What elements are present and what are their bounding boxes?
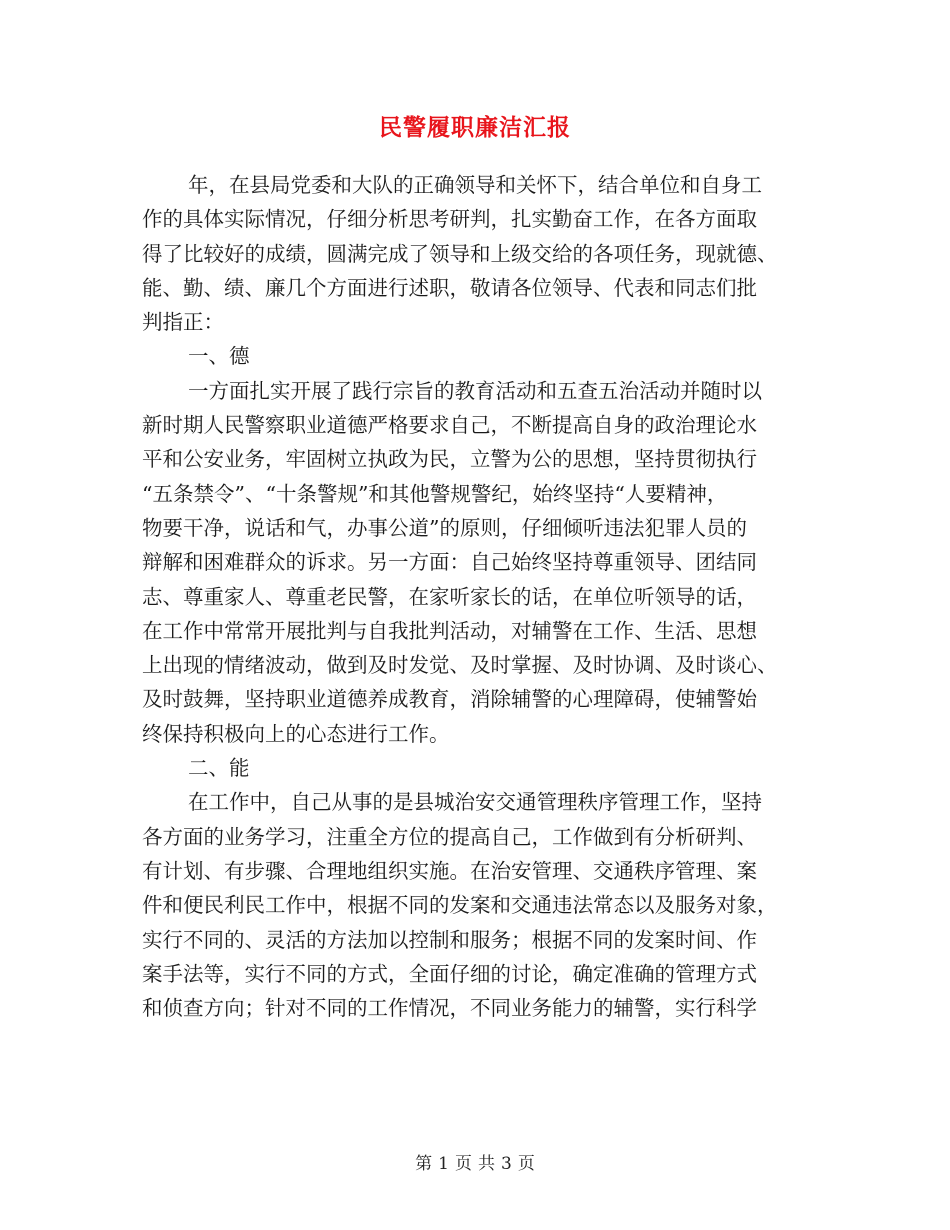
text-line: 年，在县局党委和大队的正确领导和关怀下，结合单位和自身工	[188, 173, 762, 197]
section-heading: 一、德	[188, 344, 250, 369]
text-line: 及时鼓舞，坚持职业道德养成教育，消除辅警的心理障碍，使辅警始	[142, 687, 757, 712]
text-line: 得了比较好的成绩，圆满完成了领导和上级交给的各项任务，现就德、	[142, 241, 778, 266]
text-line: 判指正：	[142, 310, 224, 335]
text-line: 辩解和困难群众的诉求。另一方面：自己始终坚持尊重领导、团结同	[142, 550, 757, 575]
text-line: 平和公安业务，牢固树立执政为民，立警为公的思想，坚持贯彻执行	[142, 447, 757, 472]
footer-total-word: 共	[478, 1154, 495, 1174]
text-line: 有计划、有步骤、合理地组织实施。在治安管理、交通秩序管理、案	[142, 858, 757, 883]
total-pages-number: 3	[501, 1154, 512, 1174]
text-line: 各方面的业务学习，注重全方位的提高自己，工作做到有分析研判、	[142, 824, 757, 849]
footer-page-word: 页	[455, 1154, 472, 1174]
text-line: 一方面扎实开展了践行宗旨的教育活动和五查五治活动并随时以	[188, 378, 762, 403]
text-line: “五条禁令”、“十条警规”和其他警规警纪，始终坚持“人要精神，	[142, 481, 728, 506]
text-line: 案手法等，实行不同的方式，全面仔细的讨论，确定准确的管理方式	[142, 961, 757, 986]
section-heading: 二、能	[188, 756, 250, 781]
document-body	[142, 168, 806, 1025]
text-line: 上出现的情绪波动，做到及时发觉、及时掌握、及时协调、及时谈心、	[142, 653, 778, 678]
text-line: 新时期人民警察职业道德严格要求自己，不断提高自身的政治理论水	[142, 413, 757, 438]
text-line: 实行不同的、灵活的方法加以控制和服务；根据不同的发案时间、作	[142, 927, 757, 952]
text-line: 终保持积极向上的心态进行工作。	[142, 721, 450, 746]
text-line: 在工作中，自己从事的是县城治安交通管理秩序管理工作，坚持	[188, 790, 762, 815]
footer-prefix: 第	[415, 1154, 433, 1174]
page-footer	[0, 1152, 950, 1176]
text-line: 志、尊重家人、尊重老民警，在家听家长的话，在单位听领导的话，	[142, 584, 757, 609]
text-line: 能、勤、绩、廉几个方面进行述职，敬请各位领导、代表和同志们批	[142, 275, 757, 300]
current-page-number: 1	[438, 1154, 449, 1174]
text-line: 在工作中常常开展批判与自我批判活动，对辅警在工作、生活、思想	[142, 618, 757, 643]
text-line: 作的具体实际情况，仔细分析思考研判，扎实勤奋工作，在各方面取	[142, 207, 757, 232]
text-line: 物要干净，说话和气，办事公道”的原则，仔细倾听违法犯罪人员的	[142, 515, 747, 540]
document-title: 民警履职廉洁汇报	[379, 114, 571, 141]
footer-suffix: 页	[517, 1154, 535, 1174]
text-line: 件和便民利民工作中，根据不同的发案和交通违法常态以及服务对象，	[142, 893, 778, 918]
text-line: 和侦查方向；针对不同的工作情况，不同业务能力的辅警，实行科学	[142, 996, 757, 1021]
